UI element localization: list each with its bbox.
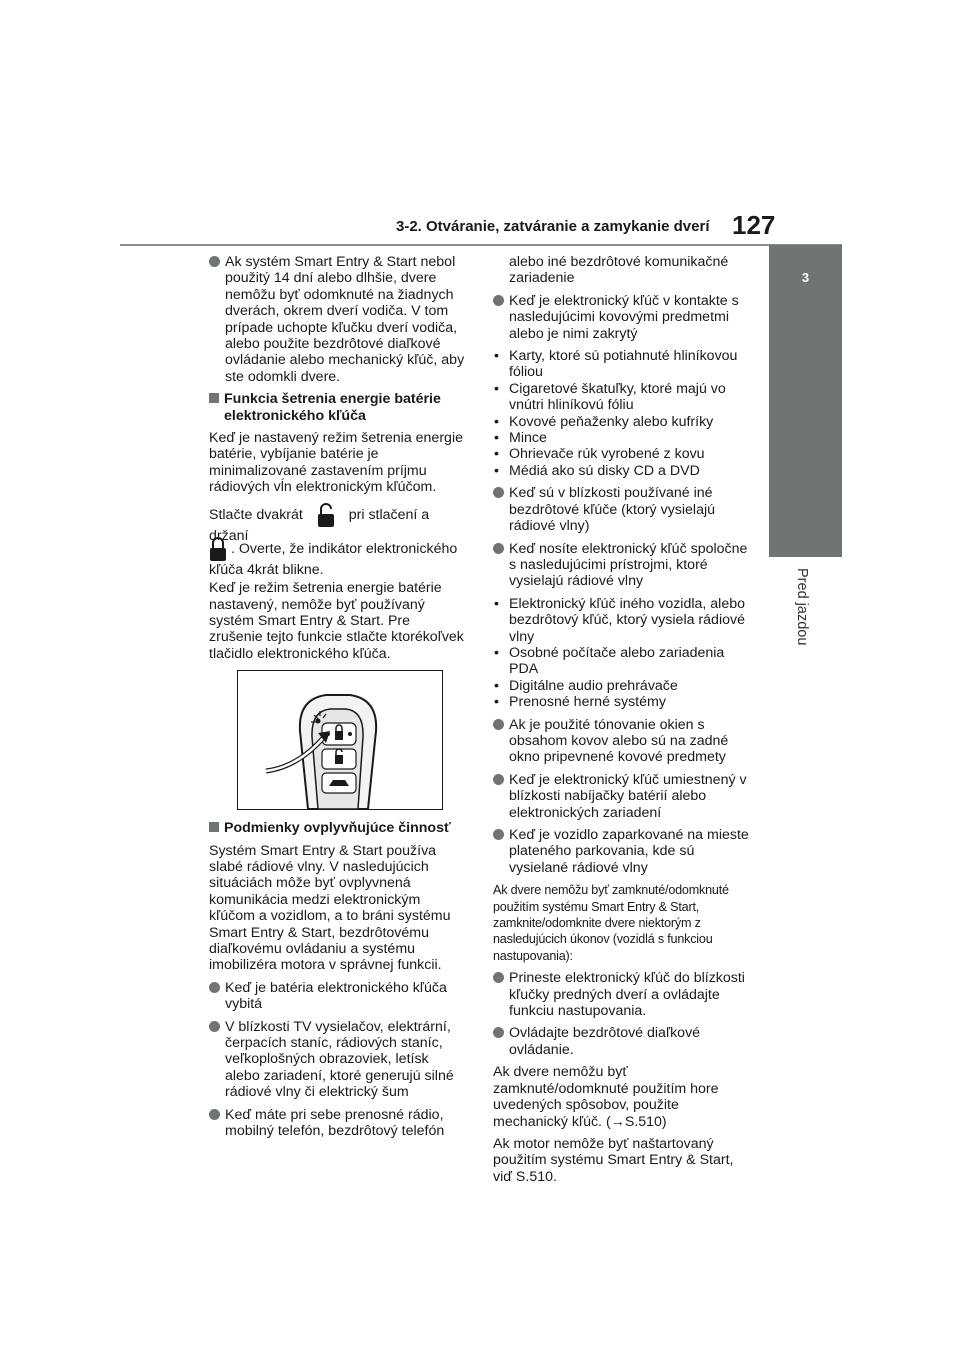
bullet-dot-icon bbox=[493, 719, 504, 730]
bullet-dot-icon bbox=[493, 829, 504, 840]
list-item: • Kovové peňaženky alebo kufríky bbox=[494, 413, 714, 430]
paragraph: Systém Smart Entry & Start používa slabé rádiové vlny. V nasledujúcich situáciách môže byť ovplyvnená komunikácia medzi elektronickým kľúčom a vozidlom, a to bráni systému Smart Entry & Start, bezdrôtovému diaľkovému ovládaniu a systému imobilizéra motora v správnej funkcii. bbox=[209, 842, 451, 974]
bullet-item: Ak je použité tónovanie okien s obsahom kovov alebo sú na zadné okno pripevnené kovové predmety bbox=[493, 717, 749, 766]
key-fob-image bbox=[238, 671, 442, 809]
unlock-button-icon bbox=[317, 502, 335, 528]
bullet-item: Keď nosíte elektronický kľúč spoločne s nasledujúcimi prístrojmi, ktoré vysielajú rádiové vlny bbox=[493, 541, 749, 590]
bullet-item: Keď je vozidlo zaparkované na mieste plateného parkovania, kde sú vysielané rádiové vlny bbox=[493, 827, 749, 876]
bullet-dot-icon bbox=[493, 295, 504, 306]
list-item: • Cigaretové škatuľky, ktoré majú vo vnútri hliníkovú fóliu bbox=[494, 380, 726, 414]
bullet-dot-icon bbox=[493, 972, 504, 983]
bullet-item: Keď je elektronický kľúč umiestnený v blízkosti nabíjačky batérií alebo elektronických zariadení bbox=[493, 772, 749, 821]
instruction-line: . Overte, že indikátor elektronického kľúča 4krát blikne. bbox=[209, 536, 465, 578]
list-item: • Médiá ako sú disky CD a DVD bbox=[494, 462, 700, 479]
paragraph: Keď je nastavený režim šetrenia energie batérie, vybíjanie batérie je minimalizované zastavením príjmu rádiových vĺn elektronickým kľúčom. bbox=[209, 430, 463, 496]
dash-list bbox=[493, 348, 749, 479]
list-item: • Prenosné herné systémy bbox=[494, 694, 666, 711]
bullet-dot-icon bbox=[493, 1027, 504, 1038]
bullet-dot-icon bbox=[209, 1021, 220, 1032]
section-heading: Funkcia šetrenia energie batérie elektronického kľúča bbox=[209, 391, 465, 424]
bullet-item: Keď je elektronický kľúč v kontakte s nasledujúcimi kovovými predmetmi alebo je nimi zakrytý bbox=[493, 293, 749, 342]
paragraph: Ak dvere nemôžu byť zamknuté/odomknuté použitím systému Smart Entry & Start, zamknite/odomknite dvere niektorým z nasledujúcich úkonov (vozidlá s funkciou nastupovania): bbox=[493, 883, 729, 963]
bullet-item: Keď máte pri sebe prenosné rádio, mobilný telefón, bezdrôtový telefón bbox=[209, 1107, 465, 1140]
paragraph: alebo iné bezdrôtové komunikačné zariadenie bbox=[509, 254, 729, 287]
instruction-line: Stlačte dvakrát pri stlačení a držaní bbox=[209, 502, 465, 532]
page-number: 127 bbox=[732, 210, 776, 240]
bullet-dot-icon bbox=[493, 774, 504, 785]
list-item: • Osobné počítače alebo zariadenia PDA bbox=[494, 644, 725, 678]
list-item: • Karty, ktoré sú potiahnuté hliníkovou fóliou bbox=[494, 348, 738, 381]
bullet-dot-icon bbox=[209, 982, 220, 993]
heading-square-icon bbox=[209, 822, 219, 832]
bullet-item: Ak systém Smart Entry & Start nebol použitý 14 dní alebo dlhšie, dvere nemôžu byť odomknuté na žiadnych dverách, okrem dverí vodiča. V tom prípade uchopte kľučku dverí vodiča, alebo použite bezdrôtové diaľkové ovládanie alebo mechanický kľúč, aby ste odomkli dvere. bbox=[209, 254, 465, 385]
dash-list bbox=[493, 596, 749, 711]
bullet-dot-icon bbox=[209, 256, 220, 267]
key-fob-illustration bbox=[237, 670, 443, 810]
left-column bbox=[209, 254, 465, 1145]
chapter-title: Pred jazdou bbox=[794, 568, 810, 646]
chapter-tab bbox=[769, 245, 842, 557]
paragraph: Keď je režim šetrenia energie batérie nastavený, nemôže byť používaný systém Smart Entry & Start. Pre zrušenie tejto funkcie stlačte ktorékoľvek tlačidlo elektronického kľúča. bbox=[209, 580, 464, 662]
paragraph: Ak motor nemôže byť naštartovaný použitím systému Smart Entry & Start, viď S.510. bbox=[493, 1135, 734, 1185]
bullet-item: Ovládajte bezdrôtové diaľkové ovládanie. bbox=[493, 1025, 749, 1058]
bullet-item: V blízkosti TV vysielačov, elektrární, čerpacích staníc, rádiových staníc, veľkoplošných obrazoviek, letísk alebo zariadení, ktoré generujú silné rádiové vlny či elektrický šum bbox=[209, 1019, 465, 1101]
bullet-item: Keď je batéria elektronického kľúča vybitá bbox=[209, 980, 465, 1013]
lock-button-icon bbox=[209, 536, 227, 562]
list-item: • Mince bbox=[494, 430, 547, 447]
bullet-dot-icon bbox=[493, 543, 504, 554]
list-item: • Elektronický kľúč iného vozidla, alebo bezdrôtový kľúč, ktorý vysiela rádiové vlny bbox=[494, 595, 745, 645]
list-item: • Digitálne audio prehrávače bbox=[494, 677, 678, 694]
chapter-number: 3 bbox=[801, 270, 810, 285]
bullet-item: Prineste elektronický kľúč do blízkosti kľučky predných dverí a ovládajte funkciu nastupovania. bbox=[493, 970, 749, 1019]
section-title: 3-2. Otváranie, zatváranie a zamykanie dverí bbox=[396, 218, 710, 235]
heading-square-icon bbox=[209, 393, 219, 403]
paragraph: Ak dvere nemôžu byť zamknuté/odomknuté použitím hore uvedených spôsobov, použite mechanický kľúč. (→S.510) bbox=[493, 1064, 719, 1130]
header-rule bbox=[120, 244, 842, 246]
bullet-item: Keď sú v blízkosti používané iné bezdrôtové kľúče (ktorý vysielajú rádiové vlny) bbox=[493, 485, 749, 534]
bullet-dot-icon bbox=[209, 1109, 220, 1120]
list-item: • Ohrievače rúk vyrobené z kovu bbox=[494, 446, 705, 463]
section-heading: Podmienky ovplyvňujúce činnosť bbox=[209, 820, 465, 836]
right-column bbox=[493, 254, 749, 1191]
bullet-dot-icon bbox=[493, 487, 504, 498]
